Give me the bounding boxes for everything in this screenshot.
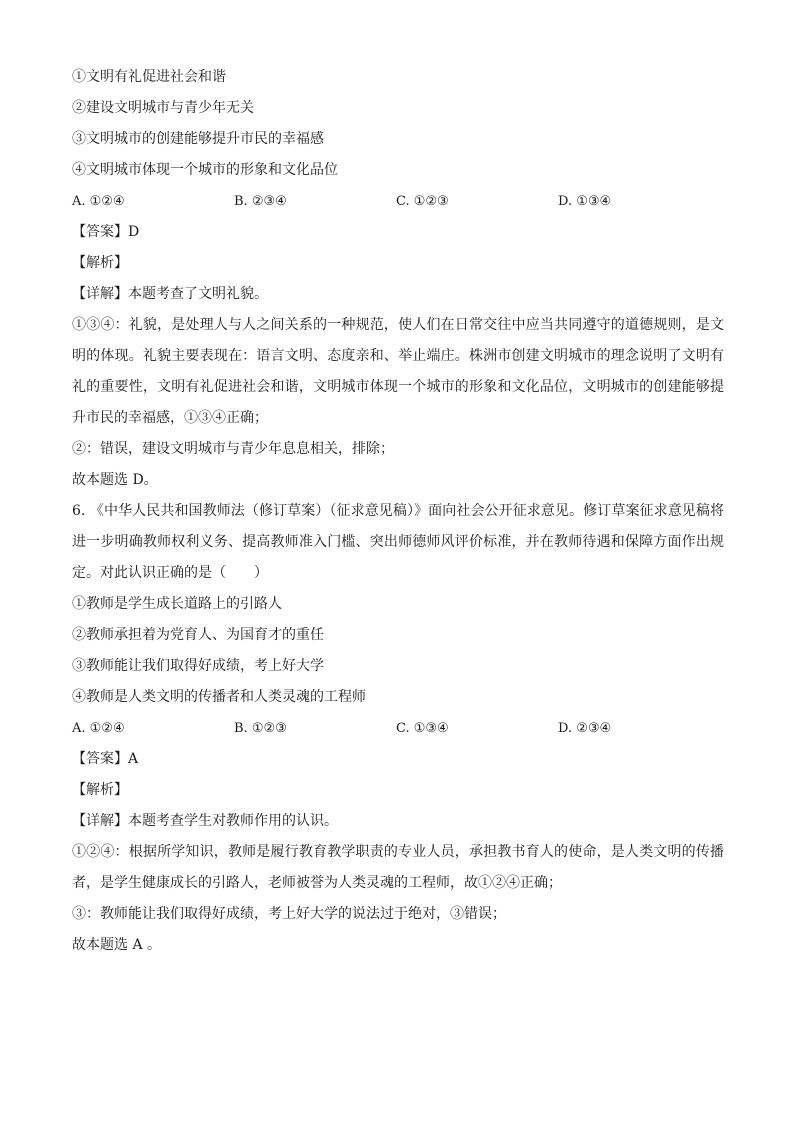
q5-analysis-heading: 【解析】	[72, 255, 128, 271]
q5-explanation-1: ①③④：礼貌，是处理人与人之间关系的一种规范，使人们在日常交往中应当共同遵守的道德规则，是文明的体现。礼貌主要表现在：语言文明、态度亲和、举止端庄。株洲市创建文明城市的理念说明了文明有礼的重要性，文明有礼促进社会和谐，文明城市体现一个城市的形象和文化品位，文明城市的创建能够提升市民的幸福感，①③④正确；	[72, 317, 724, 426]
q6-option-a: A. ①②④	[72, 721, 125, 736]
q5-item-4: ④文明城市体现一个城市的形象和文化品位	[72, 162, 338, 178]
q6-detail: 【详解】本题考查学生对教师作用的认识。	[72, 813, 338, 829]
q6-item-1: ①教师是学生成长道路上的引路人	[72, 596, 282, 612]
q6-option-d: D. ②③④	[558, 721, 612, 736]
q5-answer: 【答案】D	[72, 224, 140, 240]
q5-item-1: ①文明有礼促进社会和谐	[72, 69, 226, 85]
q6-item-3: ③教师能让我们取得好成绩，考上好大学	[72, 658, 324, 674]
q6-stem: 6. 《中华人民共和国教师法（修订草案）（征求意见稿）》面向社会公开征求意见。修订草案征求意见稿将进一步明确教师权利义务、提高教师准入门槛、突出师德师风评价标准，并在教师待遇和保障方面作出规定。对此认识正确的是（ ）	[72, 503, 724, 581]
q5-conclusion: 故本题选 D。	[72, 472, 158, 488]
q5-option-b: B. ②③④	[234, 194, 287, 209]
q5-options	[72, 186, 724, 217]
q6-item-4: ④教师是人类文明的传播者和人类灵魂的工程师	[72, 689, 366, 705]
q6-options	[72, 713, 724, 744]
q6-conclusion: 故本题选 A 。	[72, 937, 162, 953]
q5-option-c: C. ①②③	[396, 194, 449, 209]
document-page	[72, 62, 724, 961]
q6-option-c: C. ①③④	[396, 721, 449, 736]
q6-analysis-heading: 【解析】	[72, 782, 128, 798]
q5-detail: 【详解】本题考查了文明礼貌。	[72, 286, 268, 302]
q5-item-3: ③文明城市的创建能够提升市民的幸福感	[72, 131, 324, 147]
q5-item-2: ②建设文明城市与青少年无关	[72, 100, 254, 116]
q6-explanation-1: ①②④：根据所学知识，教师是履行教育教学职责的专业人员，承担教书育人的使命，是人类文明的传播者，是学生健康成长的引路人，老师被誉为人类灵魂的工程师，故①②④正确；	[72, 844, 724, 891]
q5-option-d: D. ①③④	[558, 194, 612, 209]
q5-explanation-2: ②：错误，建设文明城市与青少年息息相关，排除；	[72, 441, 394, 457]
q6-explanation-2: ③：教师能让我们取得好成绩，考上好大学的说法过于绝对，③错误；	[72, 906, 506, 922]
q6-option-b: B. ①②③	[234, 721, 287, 736]
q5-option-a: A. ①②④	[72, 194, 125, 209]
q6-item-2: ②教师承担着为党育人、为国育才的重任	[72, 627, 324, 643]
q6-answer: 【答案】A	[72, 751, 139, 767]
